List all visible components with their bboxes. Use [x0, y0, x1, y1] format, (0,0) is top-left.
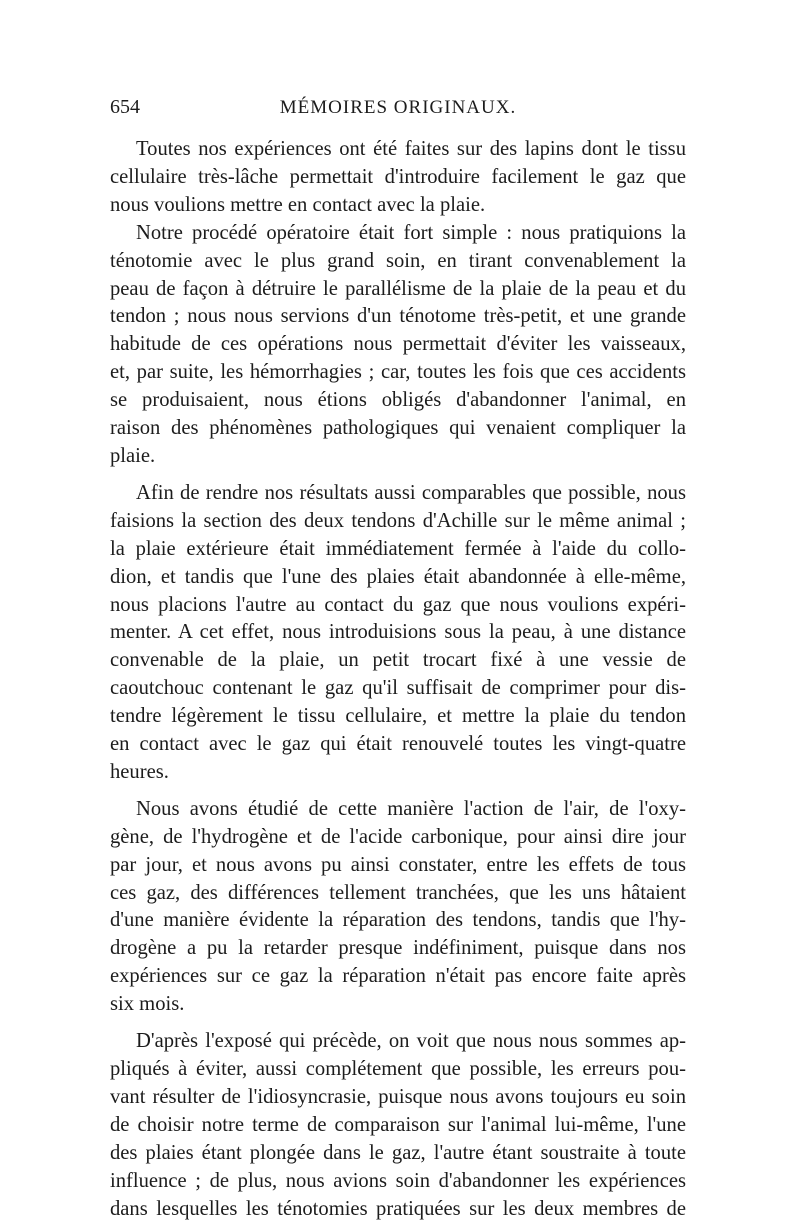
text-line: heures. — [110, 760, 169, 783]
text-line: raison des phénomènes pathologiques qui venaient compliquer la — [110, 417, 686, 440]
text-line: se produisaient, nous étions obligés d'abandonner l'animal, en — [110, 389, 686, 412]
paragraph-gap — [110, 471, 686, 480]
running-header — [110, 96, 686, 132]
text-line: six mois. — [110, 993, 185, 1016]
text-line: nous voulions mettre en contact avec la plaie. — [110, 193, 486, 216]
paragraph-gap — [110, 787, 686, 796]
book-page — [110, 96, 686, 1223]
text-line: nous placions l'autre au contact du gaz que nous voulions expéri- — [110, 593, 686, 616]
running-title: MÉMOIRES ORIGINAUX. — [279, 97, 517, 118]
paragraph — [110, 1028, 686, 1223]
text-line: la plaie extérieure était immédiatement fermée à l'aide du collo- — [110, 537, 686, 560]
text-line: dans lesquelles les ténotomies pratiquées sur les deux membres de — [110, 1197, 686, 1220]
page-number: 654 — [110, 96, 140, 118]
text-line: Notre procédé opératoire était fort simple : nous pratiquions la — [136, 221, 686, 244]
paragraph-gap — [110, 1019, 686, 1028]
page-body — [110, 136, 686, 1223]
text-line: habitude de ces opérations nous permettait d'éviter les vaisseaux, — [110, 333, 686, 356]
text-line: par jour, et nous avons pu ainsi constater, entre les effets de tous — [110, 853, 686, 876]
text-line: des plaies étant plongée dans le gaz, l'autre étant soustraite à toute — [110, 1141, 686, 1164]
text-line: en contact avec le gaz qui était renouvelé toutes les vingt-quatre — [110, 733, 686, 756]
paragraph — [110, 136, 686, 220]
text-line: peau de façon à détruire le parallélisme de la plaie de la peau et du — [110, 277, 686, 300]
text-line: pliqués à éviter, aussi complétement que possible, les erreurs pou- — [110, 1058, 686, 1080]
text-line: ténotomie avec le plus grand soin, en tirant convenablement la — [110, 249, 686, 272]
text-line: ces gaz, des différences tellement tranchées, que les uns hâtaient — [110, 881, 686, 904]
text-line: dion, et tandis que l'une des plaies était abandonnée à elle-même, — [110, 565, 686, 588]
text-line: tendon ; nous nous servions d'un ténotome très-petit, et une grande — [110, 305, 686, 328]
text-line: convenable de la plaie, un petit trocart fixé à une vessie de — [110, 649, 686, 672]
text-line: D'après l'exposé qui précède, on voit que nous nous sommes ap- — [136, 1030, 686, 1053]
paragraph — [110, 796, 686, 1019]
text-line: expériences sur ce gaz la réparation n'était pas encore faite après — [110, 965, 686, 988]
text-line: d'une manière évidente la réparation des tendons, tandis que l'hy- — [110, 909, 686, 932]
paragraph — [110, 220, 686, 471]
text-line: tendre légèrement le tissu cellulaire, et mettre la plaie du tendon — [110, 705, 686, 728]
text-line: plaie. — [110, 444, 156, 467]
text-line: cellulaire très-lâche permettait d'introduire facilement le gaz que — [110, 165, 686, 188]
text-line: menter. A cet effet, nous introduisions sous la peau, à une distance — [110, 621, 686, 644]
text-line: de choisir notre terme de comparaison sur l'animal lui-même, l'une — [110, 1113, 686, 1136]
text-line: drogène a pu la retarder presque indéfiniment, puisque dans nos — [110, 937, 686, 960]
text-line: gène, de l'hydrogène et de l'acide carbonique, pour ainsi dire jour — [110, 825, 686, 848]
text-line: vant résulter de l'idiosyncrasie, puisque nous avons toujours eu soin — [110, 1085, 686, 1108]
paragraph — [110, 480, 686, 787]
text-line: faisions la section des deux tendons d'Achille sur le même animal ; — [110, 509, 686, 532]
text-line: et, par suite, les hémorrhagies ; car, toutes les fois que ces accidents — [110, 361, 686, 384]
text-line: caoutchouc contenant le gaz qu'il suffisait de comprimer pour dis- — [110, 677, 686, 700]
text-line: influence ; de plus, nous avions soin d'abandonner les expériences — [110, 1169, 686, 1192]
text-line: Nous avons étudié de cette manière l'action de l'air, de l'oxy- — [136, 797, 686, 820]
text-line: Toutes nos expériences ont été faites sur des lapins dont le tissu — [136, 138, 686, 160]
text-line: Afin de rendre nos résultats aussi comparables que possible, nous — [136, 481, 686, 504]
